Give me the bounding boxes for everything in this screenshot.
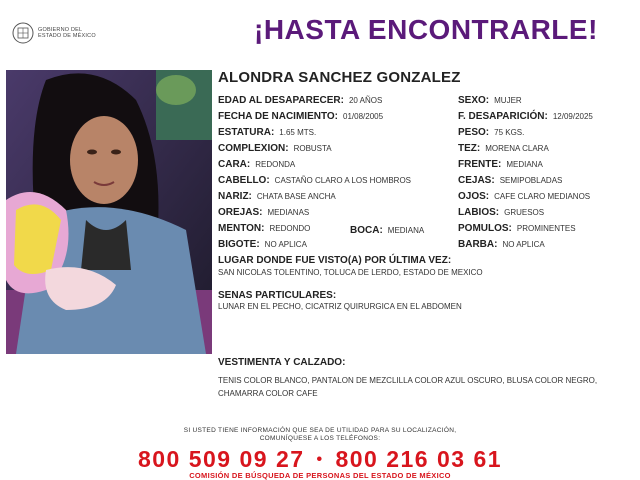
field-ojos <box>458 191 590 202</box>
field-value: GRUESOS <box>504 208 545 217</box>
field-label: MENTON: <box>218 223 265 234</box>
marks-text: LUNAR EN EL PECHO, CICATRIZ QUIRURGICA EN EL ABDOMEN <box>218 302 462 311</box>
field-label: POMULOS: <box>458 223 512 234</box>
clothing-text: TENIS COLOR BLANCO, PANTALON DE MEZCLILLA COLOR AZUL OSCURO, BLUSA COLOR NEGRO, CHAMARRA COLOR CAFE <box>218 376 598 398</box>
field-frente <box>458 159 543 170</box>
field-label: EDAD AL DESAPARECER: <box>218 95 344 106</box>
field-label: CEJAS: <box>458 175 495 186</box>
field-value: MORENA CLARA <box>485 144 549 153</box>
field-value: CAFE CLARO MEDIANOS <box>494 192 591 201</box>
field-label: PESO: <box>458 127 490 138</box>
field-value: 75 KGS. <box>494 128 525 137</box>
field-peso <box>458 127 524 138</box>
field-cabello <box>218 175 411 186</box>
last-seen-title: LUGAR DONDE FUE VISTO(A) POR ÚLTIMA VEZ: <box>218 255 452 266</box>
field-value: REDONDA <box>255 160 296 169</box>
phone-1: 800 509 09 27 <box>137 446 305 472</box>
field-menton <box>218 223 310 234</box>
field-value: MEDIANA <box>387 226 425 235</box>
phone-separator: • <box>316 451 324 468</box>
field-label: TEZ: <box>458 143 481 154</box>
logo-line-2: ESTADO DE MÉXICO <box>38 33 96 39</box>
logo-text <box>38 27 96 40</box>
field-label: OREJAS: <box>218 207 263 218</box>
field-value: SEMIPOBLADAS <box>499 176 563 185</box>
field-tez <box>458 143 549 154</box>
field-bigote <box>218 239 307 250</box>
clothing-title: VESTIMENTA Y CALZADO: <box>218 357 346 368</box>
field-complexion <box>218 143 332 154</box>
field-fecha-desaparicion <box>458 111 593 122</box>
field-label: BARBA: <box>458 239 498 250</box>
field-label: FECHA DE NACIMIENTO: <box>218 111 338 122</box>
field-pomulos <box>458 223 576 234</box>
marks-title: SENAS PARTICULARES: <box>218 290 337 301</box>
footer-note-line-2: COMUNÍQUESE A LOS TELÉFONOS: <box>259 435 381 442</box>
field-value: 1.65 MTS. <box>279 128 317 137</box>
field-sexo <box>458 95 522 106</box>
field-label: CARA: <box>218 159 251 170</box>
field-labios <box>458 207 544 218</box>
field-value: MEDIANA <box>506 160 543 169</box>
footer-note-line-1: SI USTED TIENE INFORMACIÓN QUE SEA DE UTILIDAD PARA SU LOCALIZACIÓN, <box>183 427 457 434</box>
last-seen-text: SAN NICOLAS TOLENTINO, TOLUCA DE LERDO, ESTADO DE MEXICO <box>218 268 483 277</box>
commission-name: COMISIÓN DE BÚSQUEDA DE PERSONAS DEL ESTADO DE MÉXICO <box>189 471 451 480</box>
field-boca <box>350 225 424 236</box>
field-label: LABIOS: <box>458 207 500 218</box>
field-value: ROBUSTA <box>293 144 332 153</box>
field-label: FRENTE: <box>458 159 502 170</box>
field-nariz <box>218 191 336 202</box>
field-value: MUJER <box>494 96 522 105</box>
phone-2: 800 216 03 61 <box>335 446 503 472</box>
missing-person-photo <box>6 70 212 354</box>
field-label: BIGOTE: <box>218 239 260 250</box>
field-barba <box>458 239 545 250</box>
phone-numbers <box>0 446 640 473</box>
field-label: ESTATURA: <box>218 127 275 138</box>
field-value: NO APLICA <box>264 240 307 249</box>
field-orejas <box>218 207 309 218</box>
field-label: CABELLO: <box>218 175 270 186</box>
field-label: BOCA: <box>350 225 383 236</box>
field-label: COMPLEXION: <box>218 143 289 154</box>
field-estatura <box>218 127 316 138</box>
field-value: CHATA BASE ANCHA <box>256 192 336 201</box>
field-value: 20 AÑOS <box>348 96 383 105</box>
field-value: CASTAÑO CLARO A LOS HOMBROS <box>274 176 411 185</box>
government-logo <box>12 22 96 44</box>
field-value: 12/09/2025 <box>552 112 593 121</box>
logo-line-1: GOBIERNO DEL <box>38 26 83 33</box>
field-value: MEDIANAS <box>267 208 310 217</box>
field-value: PROMINENTES <box>516 224 576 233</box>
field-edad <box>218 95 382 106</box>
field-cara <box>218 159 295 170</box>
field-fecha-nacimiento <box>218 111 383 122</box>
field-cejas <box>458 175 562 186</box>
field-value: NO APLICA <box>502 240 545 249</box>
field-value: 01/08/2005 <box>343 112 384 121</box>
field-label: F. DESAPARICIÓN: <box>458 111 548 122</box>
state-seal-icon <box>12 22 34 44</box>
field-label: NARIZ: <box>218 191 252 202</box>
field-label: SEXO: <box>458 95 490 106</box>
field-value: REDONDO <box>269 224 311 233</box>
banner-title: ¡HASTA ENCONTRARLE! <box>254 14 598 45</box>
person-name: ALONDRA SANCHEZ GONZALEZ <box>218 69 461 86</box>
field-label: OJOS: <box>458 191 490 202</box>
